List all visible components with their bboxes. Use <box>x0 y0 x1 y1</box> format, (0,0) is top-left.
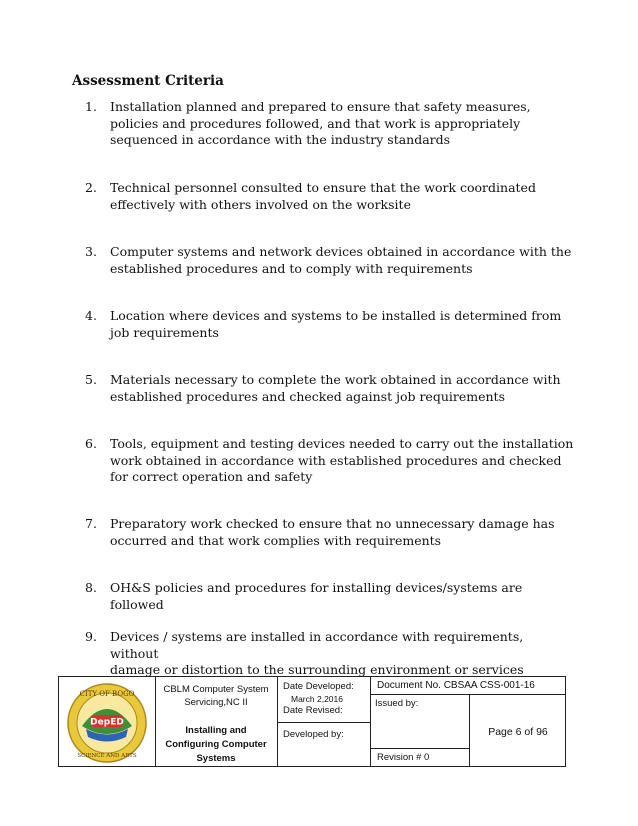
item-number: 8. <box>85 580 97 595</box>
item-text: OH&S policies and procedures for installing devices/systems are followed <box>110 580 523 612</box>
item-number: 4. <box>85 308 97 323</box>
item-number: 2. <box>85 180 97 195</box>
item-number: 1. <box>85 99 97 114</box>
module-title: Installing and <box>185 725 247 736</box>
page-number: Page 6 of 96 <box>488 726 548 738</box>
item-text: Devices / systems are installed in accordance with requirements, without damage or distortion to the surrounding environment or services <box>110 629 524 677</box>
item-text: Materials necessary to complete the work obtained in accordance with established procedures and checked against job requirements <box>110 372 561 404</box>
svg-text:SCIENCE AND ARTS: SCIENCE AND ARTS <box>77 753 137 759</box>
item-number: 7. <box>85 516 97 531</box>
developed-by-label: Developed by: <box>283 729 344 740</box>
item-text: Location where devices and systems to be installed is determined from job requirements <box>110 308 562 340</box>
document-number: Document No. CBSAA CSS-001-16 <box>377 680 535 691</box>
section-heading: Assessment Criteria <box>72 73 224 89</box>
school-seal-logo <box>66 682 148 764</box>
date-revised-label: Date Revised: <box>283 705 343 716</box>
item-number: 5. <box>85 372 97 387</box>
module-qualification: Servicing,NC II <box>184 697 248 708</box>
item-text: Installation planned and prepared to ensure that safety measures, policies and procedures followed, and that work is appropriately sequenced in accordance with the industry standards <box>110 99 531 147</box>
item-number: 3. <box>85 244 97 259</box>
module-title-line: Systems <box>196 753 236 764</box>
document-footer-table <box>58 676 566 767</box>
item-number: 9. <box>85 629 97 644</box>
item-text: Computer systems and network devices obtained in accordance with the established procedures and to comply with requirements <box>110 244 572 276</box>
item-text: Technical personnel consulted to ensure that the work coordinated effectively with others involved on the worksite <box>110 180 536 212</box>
issued-by-label: Issued by: <box>375 698 419 709</box>
date-developed-label: Date Developed: <box>283 681 354 692</box>
item-number: 6. <box>85 436 97 451</box>
item-text: Tools, equipment and testing devices needed to carry out the installation work obtained in accordance with established procedures and checked for correct operation and safety <box>110 436 574 484</box>
revision-number: Revision # 0 <box>377 752 430 763</box>
svg-text:DepED: DepED <box>90 717 124 728</box>
svg-text:CITY OF BOGO: CITY OF BOGO <box>79 690 135 698</box>
item-text: Preparatory work checked to ensure that no unnecessary damage has occurred and that work complies with requirements <box>110 516 555 548</box>
module-name: CBLM Computer System <box>163 684 269 695</box>
module-title-line: Configuring Computer <box>165 739 267 750</box>
date-developed-value: March 2,2016 <box>291 694 343 704</box>
